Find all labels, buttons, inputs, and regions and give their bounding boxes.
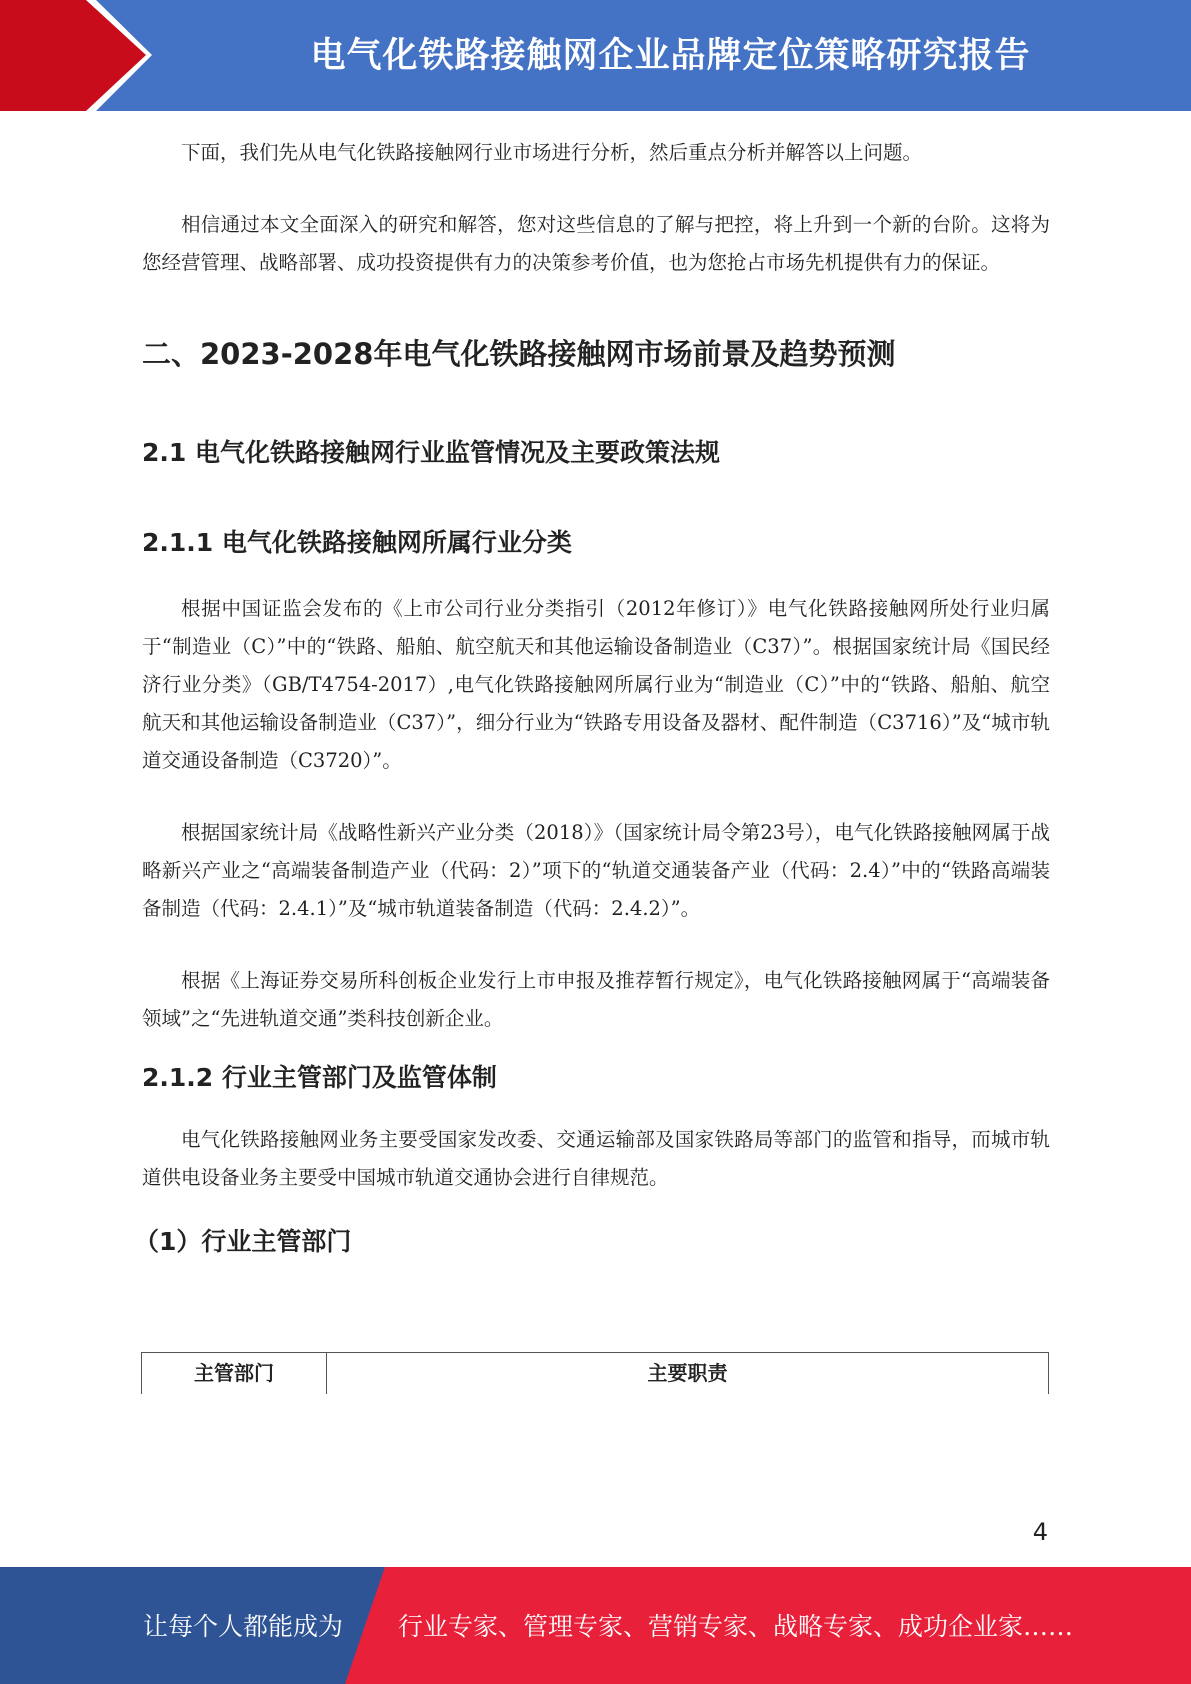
heading-authorities: （1）行业主管部门 <box>134 1227 352 1256</box>
authorities-table <box>141 1352 1049 1394</box>
table-header-department: 主管部门 <box>142 1353 327 1394</box>
paragraph-intro: 下面，我们先从电气化铁路接触网行业市场进行分析，然后重点分析并解答以上问题。 <box>181 141 923 164</box>
heading-2-1-1: 2.1.1 电气化铁路接触网所属行业分类 <box>142 528 572 557</box>
heading-2-1-2: 2.1.2 行业主管部门及监管体制 <box>142 1063 497 1092</box>
document-body <box>134 134 1050 1260</box>
footer-slogan-right: 行业专家、管理专家、营销专家、战略专家、成功企业家…… <box>398 1612 1074 1641</box>
footer-slogan-left: 让每个人都能成为 <box>143 1612 344 1641</box>
paragraph-strategic-industry: 根据国家统计局《战略性新兴产业分类（2018）》（国家统计局令第23号），电气化铁路接触网属于战略新兴产业之“高端装备制造产业（代码：2）”项下的“轨道交通装备产业（代码：2.4）”中的“铁路高端装备制造（代码：2.4.1）”及“城市轨道装备制造（代码：2.4.2）”。 <box>142 821 1050 920</box>
page-number: 4 <box>1032 1518 1048 1546</box>
page-header <box>0 0 1191 111</box>
page-footer <box>0 1567 1191 1684</box>
paragraph-value: 相信通过本文全面深入的研究和解答，您对这些信息的了解与把控，将上升到一个新的台阶。这将为您经营管理、战略部署、成功投资提供有力的决策参考价值，也为您抢占市场先机提供有力的保证。 <box>142 213 1050 274</box>
heading-2-1: 2.1 电气化铁路接触网行业监管情况及主要政策法规 <box>142 438 720 467</box>
paragraph-regulation: 电气化铁路接触网业务主要受国家发改委、交通运输部及国家铁路局等部门的监管和指导，而城市轨道供电设备业务主要受中国城市轨道交通协会进行自律规范。 <box>142 1128 1050 1189</box>
paragraph-star-market: 根据《上海证券交易所科创板企业发行上市申报及推荐暂行规定》，电气化铁路接触网属于“高端装备领域”之“先进轨道交通”类科技创新企业。 <box>142 969 1050 1030</box>
header-arrow-icon <box>0 0 146 111</box>
table-header-duties: 主要职责 <box>647 1361 728 1385</box>
report-title: 电气化铁路接触网企业品牌定位策略研究报告 <box>310 36 1031 76</box>
section-heading-2: 二、2023-2028年电气化铁路接触网市场前景及趋势预测 <box>142 337 896 371</box>
paragraph-csrc-classification: 根据中国证监会发布的《上市公司行业分类指引（2012年修订）》电气化铁路接触网所处行业归属于“制造业（C）”中的“铁路、船舶、航空航天和其他运输设备制造业（C37）”。根据国家统计局《国民经济行业分类》（GB/T4754-2017）,电气化铁路接触网所属行业为“制造业（C）”中的“铁路、船舶、航空航天和其他运输设备制造业（C37）”，细分行业为“铁路专用设备及器材、配件制造（C3716）”及“城市轨道交通设备制造（C3720）”。 <box>142 597 1050 772</box>
